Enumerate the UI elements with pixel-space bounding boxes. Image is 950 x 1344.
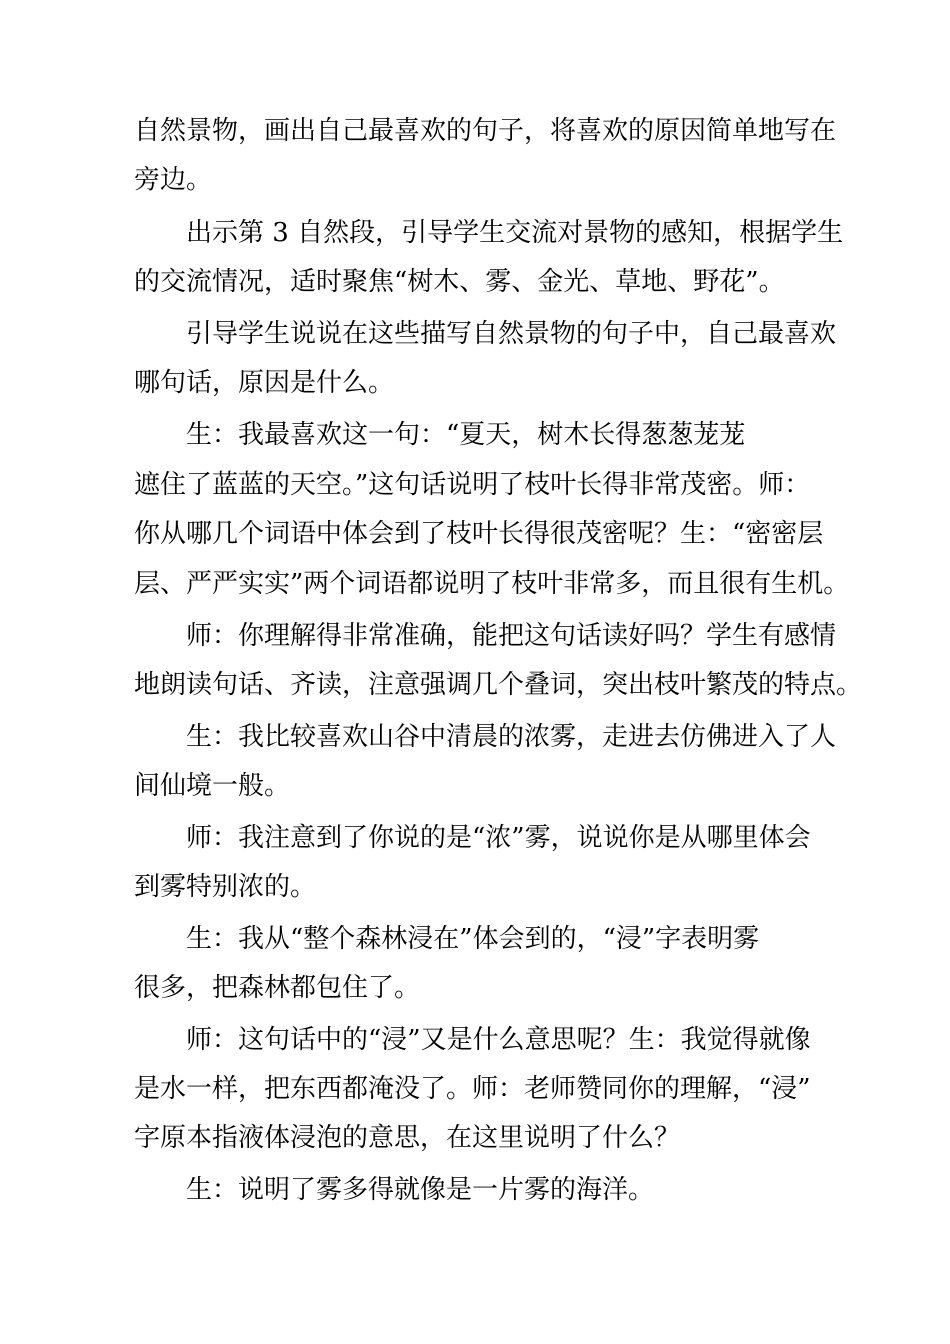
text-line-8: 遮住了蓝蓝的天空。”这句话说明了枝叶长得非常茂密。师：: [134, 470, 811, 500]
text-line-1: 自然景物，画出自己最喜欢的句子，将喜欢的原因简单地写在: [134, 116, 837, 146]
text-line-4: 的交流情况，适时聚焦“树木、雾、金光、草地、野花”。: [134, 267, 785, 297]
text-line-11: 师：你理解得非常准确，能把这句话读好吗？学生有感情: [186, 621, 837, 651]
text-line-22: 生：说明了雾多得就像是一片雾的海洋。: [186, 1175, 655, 1205]
text-line-3: 出示第 3 自然段，引导学生交流对景物的感知，根据学生: [186, 218, 844, 248]
text-line-13: 生：我比较喜欢山谷中清晨的浓雾，走进去仿佛进入了人: [186, 722, 837, 752]
text-line-21: 字原本指液体浸泡的意思，在这里说明了什么？: [134, 1123, 681, 1153]
text-line-5: 引导学生说说在这些描写自然景物的句子中，自己最喜欢: [186, 319, 837, 349]
text-line-15: 师：我注意到了你说的是“浓”雾，说说你是从哪里体会: [186, 823, 811, 853]
text-line-7: 生：我最喜欢这一句：“夏天，树木长得葱葱茏茏: [186, 420, 746, 450]
text-line-14: 间仙境一般。: [134, 771, 291, 801]
text-line-19: 师：这句话中的“浸”又是什么意思呢？生：我觉得就像: [186, 1025, 811, 1055]
text-line-17: 生：我从“整个森林浸在”体会到的，“浸”字表明雾: [186, 924, 760, 954]
text-line-2: 旁边。: [134, 165, 213, 195]
text-line-10: 层、严严实实”两个词语都说明了枝叶非常多，而且很有生机。: [134, 569, 850, 599]
text-line-18: 很多，把森林都包住了。: [134, 973, 421, 1003]
text-line-6: 哪句话，原因是什么。: [134, 368, 395, 398]
text-line-12: 地朗读句话、齐读，注意强调几个叠词，突出枝叶繁茂的特点。: [134, 670, 863, 700]
text-line-20: 是水一样，把东西都淹没了。师：老师赞同你的理解，“浸”: [134, 1074, 811, 1104]
text-line-16: 到雾特别浓的。: [134, 872, 317, 902]
text-line-9: 你从哪几个词语中体会到了枝叶长得很茂密呢？生：“密密层: [134, 519, 824, 549]
